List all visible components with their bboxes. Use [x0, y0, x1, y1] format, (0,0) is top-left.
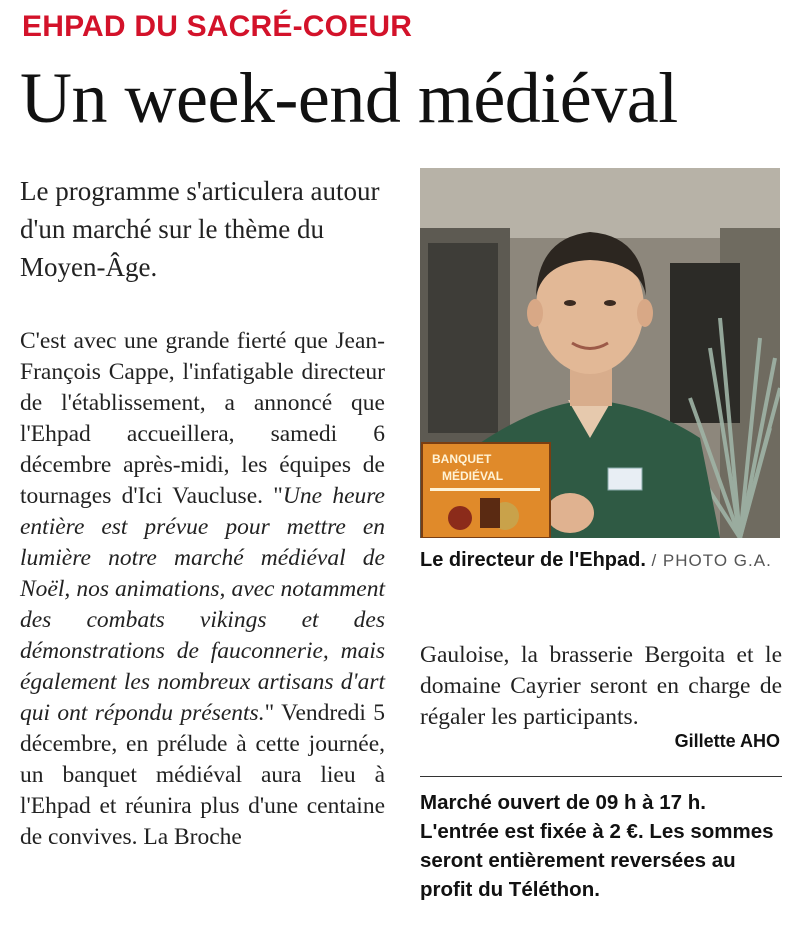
article-lead: Le programme s'articulera autour d'un marché sur le thème du Moyen-Âge. [20, 176, 380, 282]
director-photo [420, 168, 780, 538]
banquet-poster [422, 443, 550, 538]
body-paragraph-1: C'est avec une grande fierté que Jean-François Cappe, l'infatigable directeur de l'établissement, a annoncé que l'Ehpad accueillera, samedi 6 décembre après-midi, les équipes de tournages d'Ici Vaucluse. " [20, 328, 385, 509]
article-kicker: EHPAD DU SACRÉ-COEUR [22, 10, 413, 43]
article-body-left [20, 326, 385, 853]
practical-info-box: Marché ouvert de 09 h à 17 h. L'entrée est fixée à 2 €. Les sommes seront entièrement reversées au profit du Téléthon. [420, 791, 774, 901]
article-signature: Gillette AHO [674, 731, 780, 751]
poster-title-1: BANQUET [432, 452, 492, 466]
article-headline: Un week-end médiéval [20, 58, 678, 138]
body-quote: Une heure entière est prévue pour mettre en lumière notre marché médiéval de Noël, nos animations, avec notamment des combats vikings et des démonstrations de fauconnerie, mais également les nombreux artisans d'art qui ont répondu présents. [20, 483, 385, 726]
caption-text: Le directeur de l'Ehpad. [420, 549, 646, 571]
article-body-right: Gauloise, la brasserie Bergoita et le domaine Cayrier seront en charge de régaler les participants. [420, 642, 782, 730]
poster-title-2: MÉDIÉVAL [442, 469, 504, 483]
divider-rule [420, 776, 782, 777]
body-paragraph-2: " Vendredi 5 décembre, en prélude à cette journée, un banquet médiéval aura lieu à l'Ehpad et réunira plus d'une centaine de convives. La Broche [20, 700, 386, 850]
photo-credit: / PHOTO G.A. [651, 551, 772, 570]
article-photo [420, 168, 780, 538]
photo-caption [420, 546, 780, 575]
